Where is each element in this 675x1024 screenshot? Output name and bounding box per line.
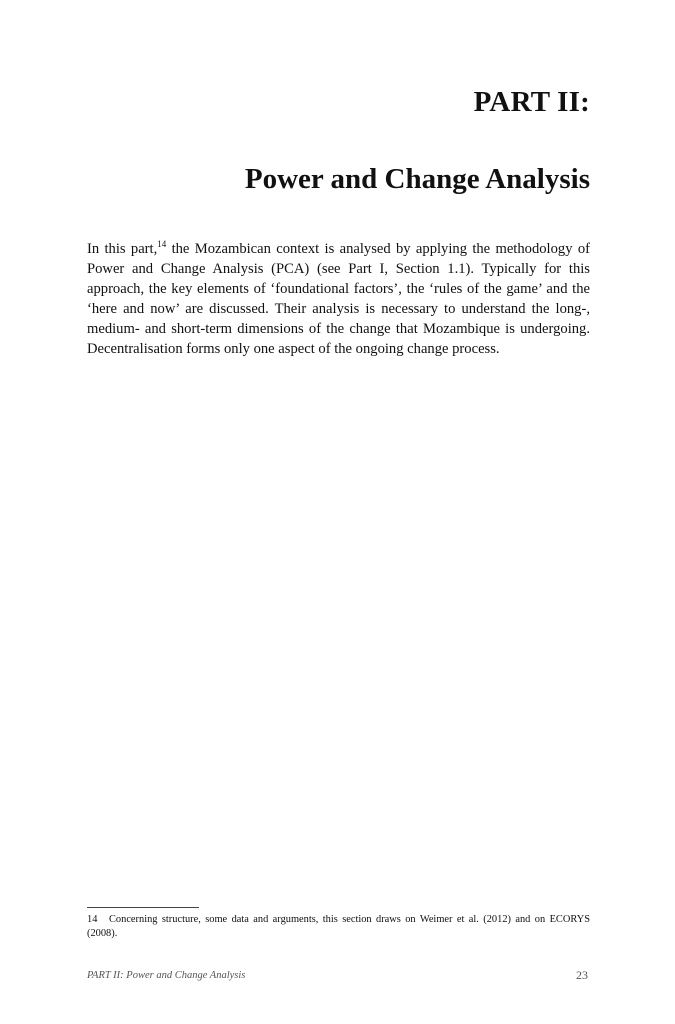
body-paragraph <box>87 239 590 359</box>
page-number: 23 <box>576 968 588 982</box>
footnote-divider <box>87 907 199 908</box>
footnote-number: 14 <box>87 914 98 925</box>
footnote-reference[interactable]: 14 <box>157 239 167 250</box>
body-text-start: In this part, <box>87 241 158 257</box>
page-title: Power and Change Analysis <box>244 163 590 195</box>
footnote-text: Concerning structure, some data and arguments, this section draws on Weimer et al. (2012) and on ECORYS (2008). <box>87 914 590 939</box>
part-heading: PART II: <box>473 86 590 118</box>
footnote <box>87 913 590 941</box>
body-text-rest: the Mozambican context is analysed by applying the methodology of Power and Change Analysis (PCA) (see Part I, Section 1.1). Typically for this approach, the key elements of ‘foundational factors’, the ‘rules of the game’ and the ‘here and now’ are discussed. Their analysis is necessary to understand the long-, medium- and short-term dimensions of the change that Mozambique is undergoing. Decentralisation forms only one aspect of the ongoing change process. <box>87 241 590 357</box>
running-footer-title: PART II: Power and Change Analysis <box>87 970 246 981</box>
